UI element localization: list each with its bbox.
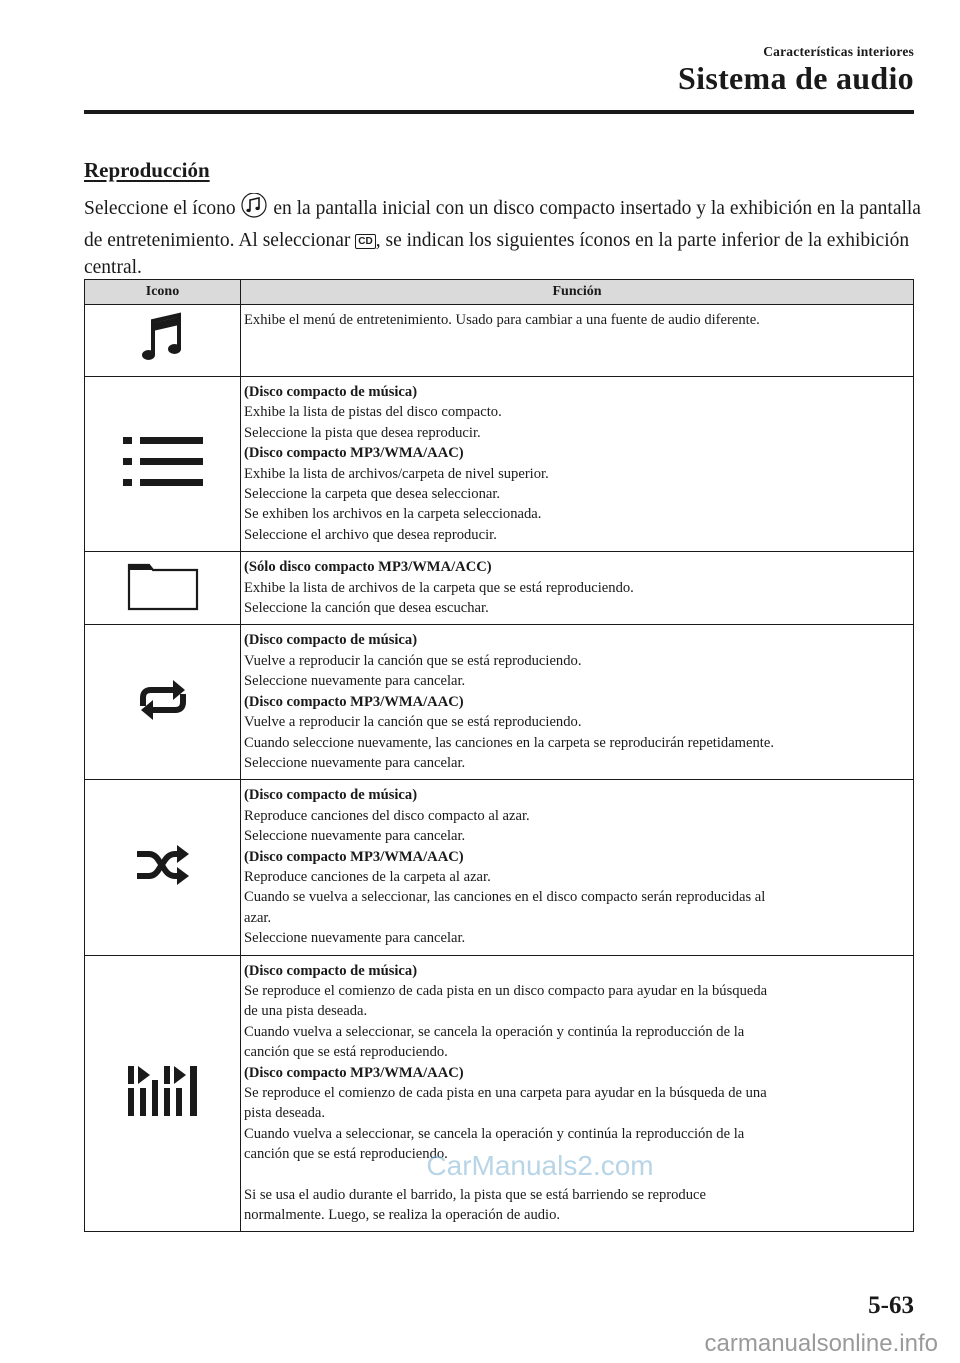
- track-list-icon: [123, 474, 203, 491]
- function-text: normalmente. Luego, se realiza la operación de audio.: [244, 1207, 561, 1224]
- watermark: CarManuals2.com: [426, 1150, 654, 1181]
- icon-function-table: [84, 279, 914, 1232]
- function-text: Seleccione la carpeta que desea seleccionar.: [244, 486, 501, 503]
- intro-part3: , se indican los siguientes íconos en la parte inferior de la exhibición central.: [84, 230, 910, 278]
- page-number: 5-63: [868, 1292, 914, 1319]
- intro-paragraph: [84, 193, 924, 281]
- function-cell: [241, 955, 914, 1232]
- function-subheading: (Disco compacto de música): [244, 787, 418, 804]
- table-row: [85, 625, 914, 780]
- table-row: [85, 305, 914, 377]
- column-header-icon: Icono: [85, 280, 241, 305]
- table-row: [85, 955, 914, 1232]
- function-text: Reproduce canciones de la carpeta al azar.: [244, 868, 491, 885]
- music-note-icon: [140, 352, 186, 369]
- function-text: Seleccione nuevamente para cancelar.: [244, 930, 466, 947]
- icon-cell: [85, 780, 241, 955]
- function-subheading: (Disco compacto de música): [244, 962, 418, 979]
- footer-url: carmanualsonline.info: [704, 1330, 938, 1357]
- function-subheading: (Disco compacto MP3/WMA/AAC): [244, 693, 464, 710]
- function-text: Cuando se vuelva a seleccionar, las canciones en el disco compacto serán reproducidas al: [244, 889, 766, 906]
- icon-cell: [85, 625, 241, 780]
- table-row: [85, 552, 914, 625]
- function-text: Seleccione la pista que desea reproducir.: [244, 424, 481, 441]
- header-section: Características interiores: [763, 44, 914, 59]
- function-text: Seleccione el archivo que desea reproducir.: [244, 526, 497, 543]
- function-text: canción que se está reproduciendo.: [244, 1146, 448, 1163]
- function-text: Seleccione la canción que desea escuchar.: [244, 600, 489, 617]
- function-text: Se reproduce el comienzo de cada pista en una carpeta para ayudar en la búsqueda de una: [244, 1085, 767, 1101]
- function-cell: [241, 625, 914, 780]
- function-text: Seleccione nuevamente para cancelar.: [244, 673, 466, 690]
- function-subheading: (Disco compacto de música): [244, 384, 418, 400]
- column-header-function: Función: [241, 280, 914, 305]
- function-cell: [241, 377, 914, 552]
- scan-icon: [128, 1103, 198, 1120]
- function-text: Cuando vuelva a seleccionar, se cancela la operación y continúa la reproducción de la: [244, 1125, 745, 1142]
- cd-icon: CD: [355, 234, 375, 249]
- function-text: Seleccione nuevamente para cancelar.: [244, 828, 466, 845]
- icon-cell: [85, 955, 241, 1232]
- function-text: pista deseada.: [244, 1105, 326, 1122]
- shuffle-icon: [135, 874, 191, 891]
- function-text: de una pista deseada.: [244, 1003, 368, 1020]
- function-text: Cuando seleccione nuevamente, las canciones en la carpeta se reproducirán repetidamente.: [244, 734, 774, 751]
- icon-cell: [85, 552, 241, 625]
- function-subheading: (Disco compacto de música): [244, 632, 418, 649]
- function-subheading: (Disco compacto MP3/WMA/AAC): [244, 1064, 464, 1081]
- function-text: Vuelve a reproducir la canción que se está reproduciendo.: [244, 652, 582, 669]
- table-row: [85, 377, 914, 552]
- function-text: Se reproduce el comienzo de cada pista en un disco compacto para ayudar en la búsqueda: [244, 982, 768, 999]
- function-cell: [241, 780, 914, 955]
- function-text: Si se usa el audio durante el barrido, la pista que se está barriendo se reproduce: [244, 1186, 706, 1203]
- function-subheading: (Disco compacto MP3/WMA/AAC): [244, 848, 464, 865]
- function-text: azar.: [244, 909, 272, 926]
- icon-cell: [85, 377, 241, 552]
- function-text: Se exhiben los archivos en la carpeta seleccionada.: [244, 506, 542, 523]
- function-text: Exhibe la lista de archivos/carpeta de nivel superior.: [244, 465, 549, 482]
- function-text: Seleccione nuevamente para cancelar.: [244, 754, 466, 771]
- table-header-row: [85, 280, 914, 305]
- intro-part1: Seleccione el ícono: [84, 198, 236, 219]
- function-text: Exhibe la lista de pistas del disco compacto.: [244, 404, 502, 421]
- header-chapter: Sistema de audio: [678, 60, 914, 96]
- intro-part2: en la pantalla inicial con un disco compacto insertado y la exhibición en la pantalla de entretenimiento. Al seleccionar: [84, 198, 921, 251]
- function-text: canción que se está reproduciendo.: [244, 1044, 448, 1061]
- function-cell: [241, 305, 914, 377]
- music-note-icon: [240, 193, 268, 227]
- function-cell: [241, 552, 914, 625]
- function-text: Reproduce canciones del disco compacto al azar.: [244, 807, 530, 824]
- icon-cell: [85, 305, 241, 377]
- header-rule: [84, 110, 914, 114]
- section-title: Reproducción: [84, 158, 210, 182]
- function-text: Cuando vuelva a seleccionar, se cancela la operación y continúa la reproducción de la: [244, 1023, 745, 1040]
- function-text: Exhibe el menú de entretenimiento. Usado para cambiar a una fuente de audio diferente.: [244, 312, 760, 328]
- function-subheading: (Sólo disco compacto MP3/WMA/ACC): [244, 559, 492, 576]
- function-text: Vuelve a reproducir la canción que se está reproduciendo.: [244, 714, 582, 731]
- repeat-icon: [135, 709, 191, 726]
- function-subheading: (Disco compacto MP3/WMA/AAC): [244, 445, 464, 462]
- folder-icon: [127, 598, 199, 615]
- table-row: [85, 780, 914, 955]
- function-text: Exhibe la lista de archivos de la carpeta que se está reproduciendo.: [244, 579, 634, 596]
